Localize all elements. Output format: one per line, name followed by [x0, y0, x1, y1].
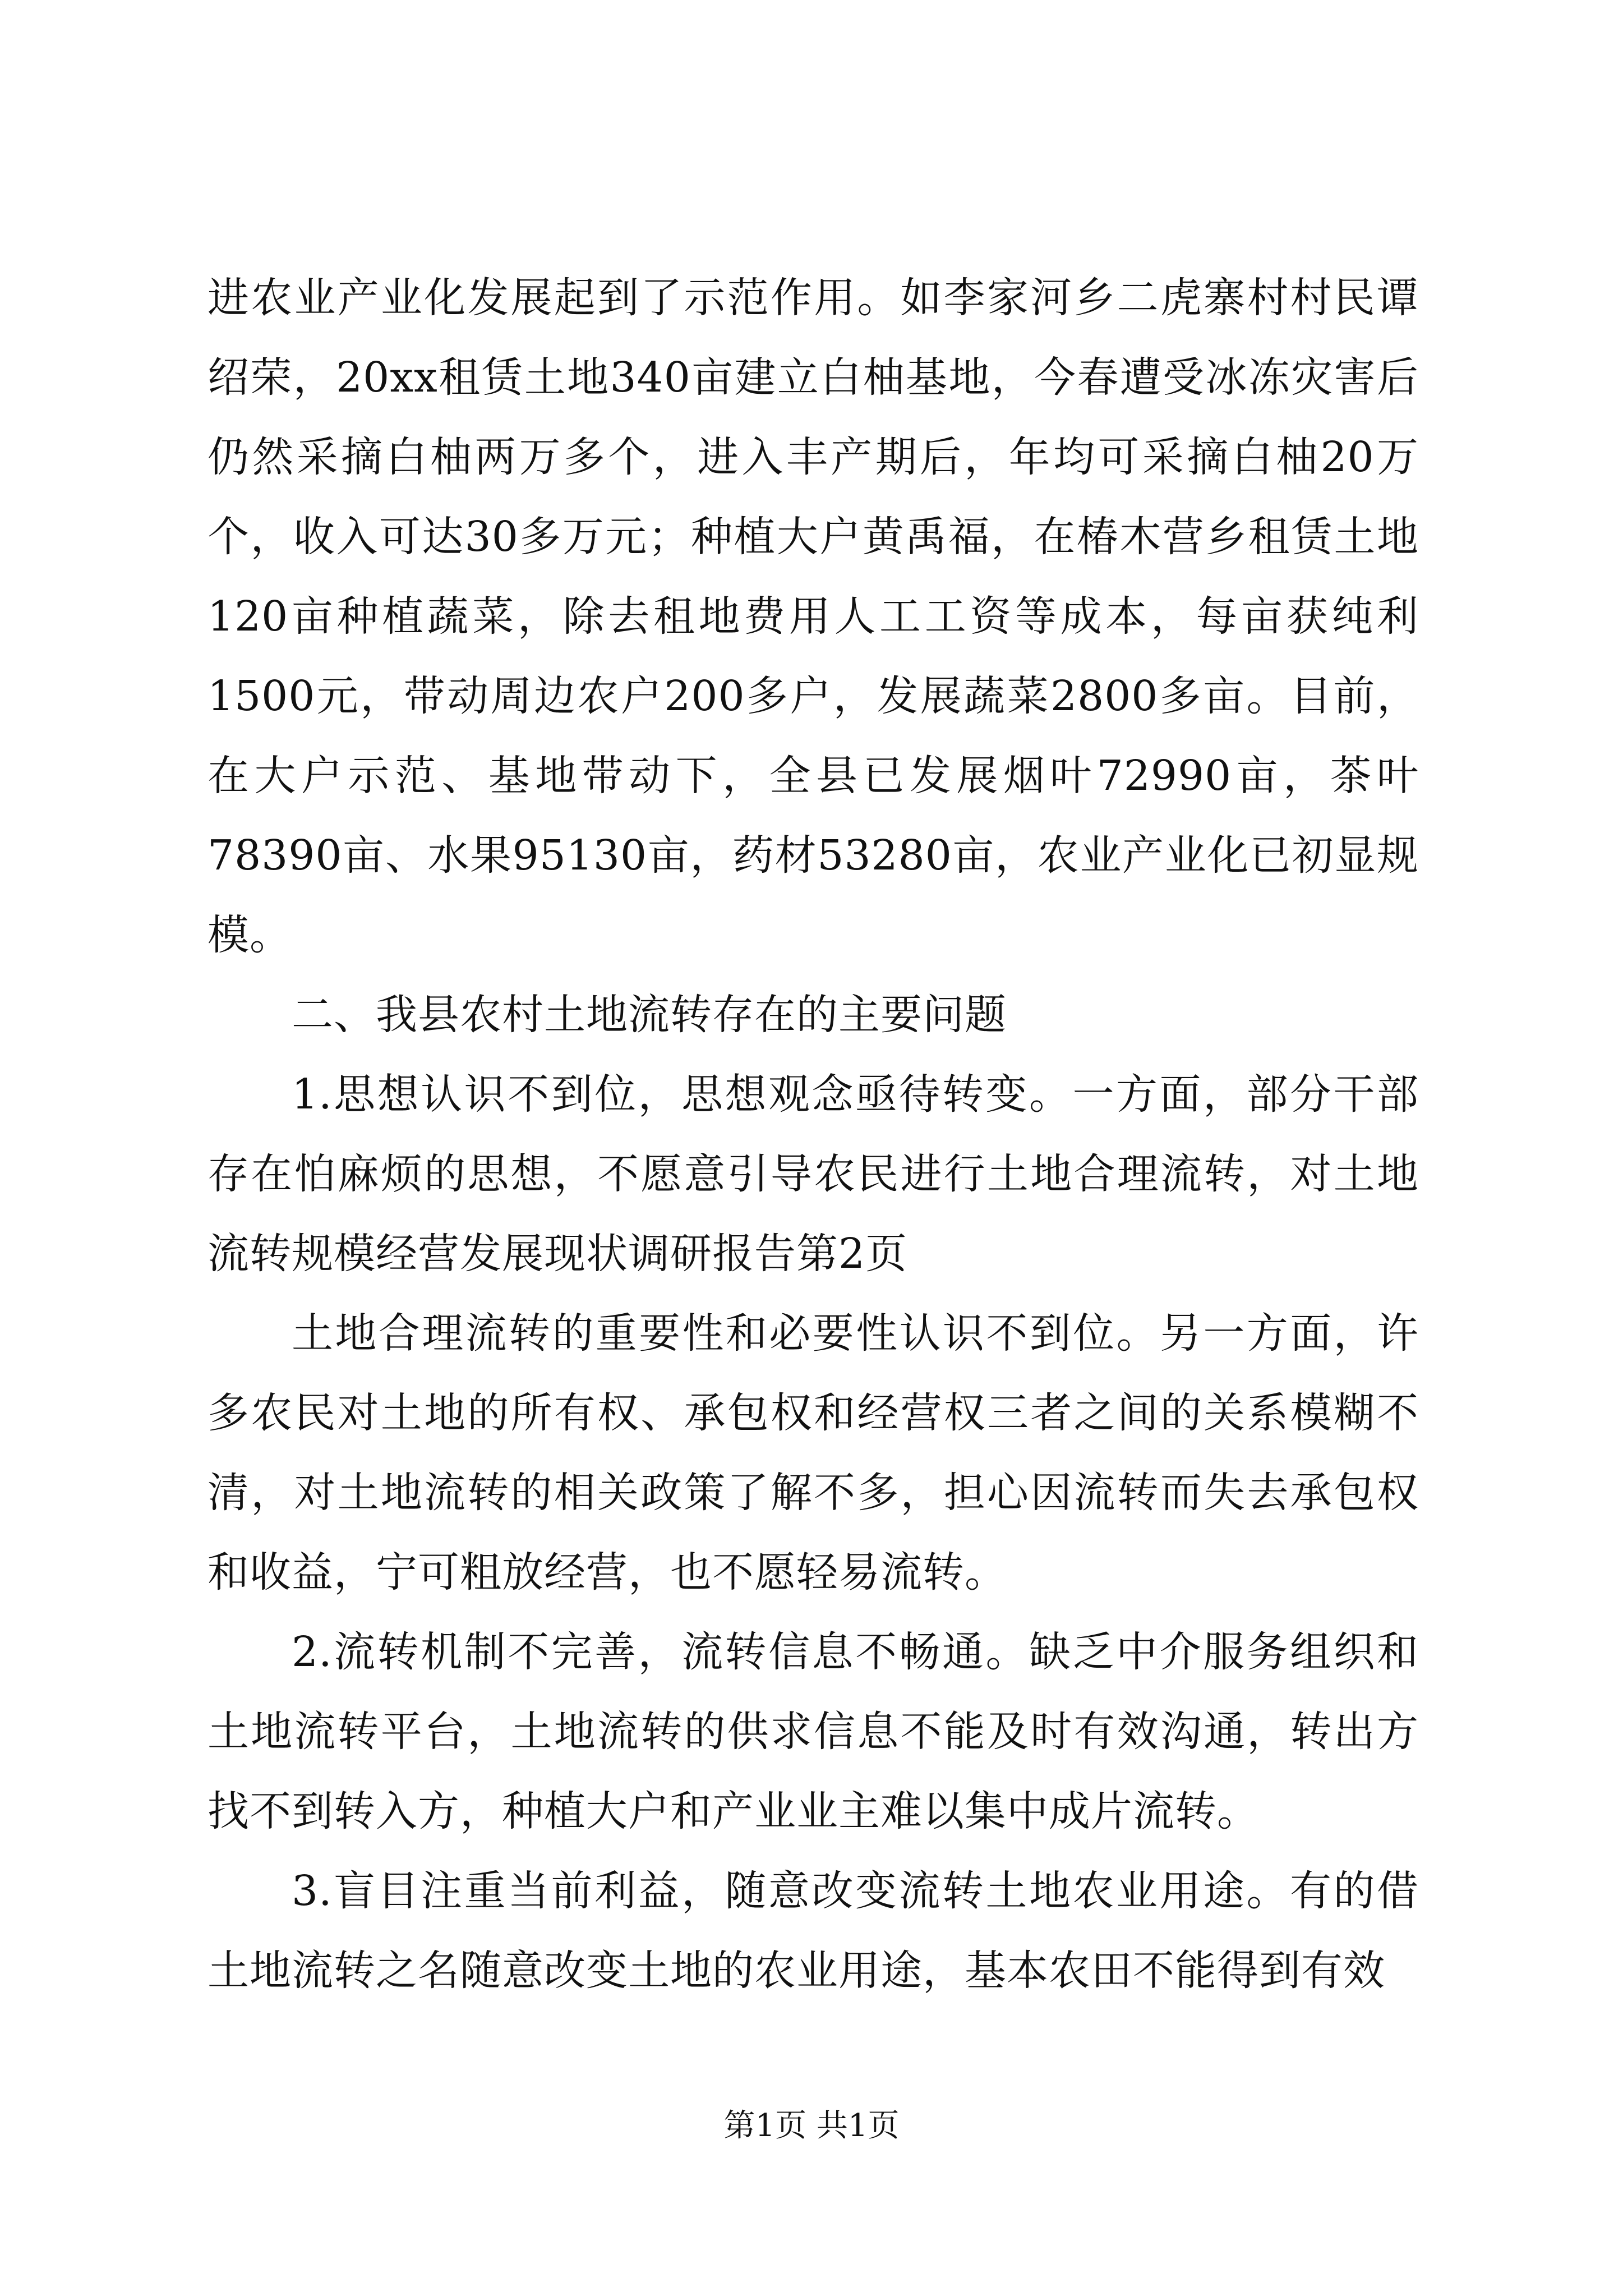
section-heading: 二、我县农村土地流转存在的主要问题 [292, 991, 1007, 1039]
paragraph-1: 进农业产业化发展起到了示范作用。如李家河乡二虎寨村村民谭绍荣，20xx租赁土地340亩建立白柚基地，今春遭受冰冻灾害后仍然采摘白柚两万多个，进入丰产期后，年均可采摘白柚20万个，收入可达30多万元；种植大户黄禹福，在椿木营乡租赁土地120亩种植蔬菜，除去租地费用人工工资等成本，每亩获纯利1500元，带动周边农户200多户，发展蔬菜2800多亩。目前，在大户示范、基地带动下，全县已发展烟叶72990亩，茶叶78390亩、水果95130亩，药材53280亩，农业产业化已初显规模。 [208, 274, 1419, 959]
paragraph-5: 3.盲目注重当前利益，随意改变流转土地农业用途。有的借土地流转之名随意改变土地的农业用途，基本农田不能得到有效 [208, 1867, 1419, 1995]
paragraph-3: 土地合理流转的重要性和必要性认识不到位。另一方面，许多农民对土地的所有权、承包权和经营权三者之间的关系模糊不清，对土地流转的相关政策了解不多，担心因流转而失去承包权和收益，宁可粗放经营，也不愿轻易流转。 [208, 1309, 1419, 1596]
page-footer: 第1页 共1页 [723, 2108, 900, 2144]
document-body [208, 258, 1419, 2010]
paragraph-4: 2.流转机制不完善，流转信息不畅通。缺乏中介服务组织和土地流转平台，土地流转的供求信息不能及时有效沟通，转出方找不到转入方，种植大户和产业业主难以集中成片流转。 [208, 1628, 1419, 1835]
paragraph-2: 1.思想认识不到位，思想观念亟待转变。一方面，部分干部存在怕麻烦的思想，不愿意引导农民进行土地合理流转，对土地流转规模经营发展现状调研报告第2页 [208, 1070, 1419, 1278]
